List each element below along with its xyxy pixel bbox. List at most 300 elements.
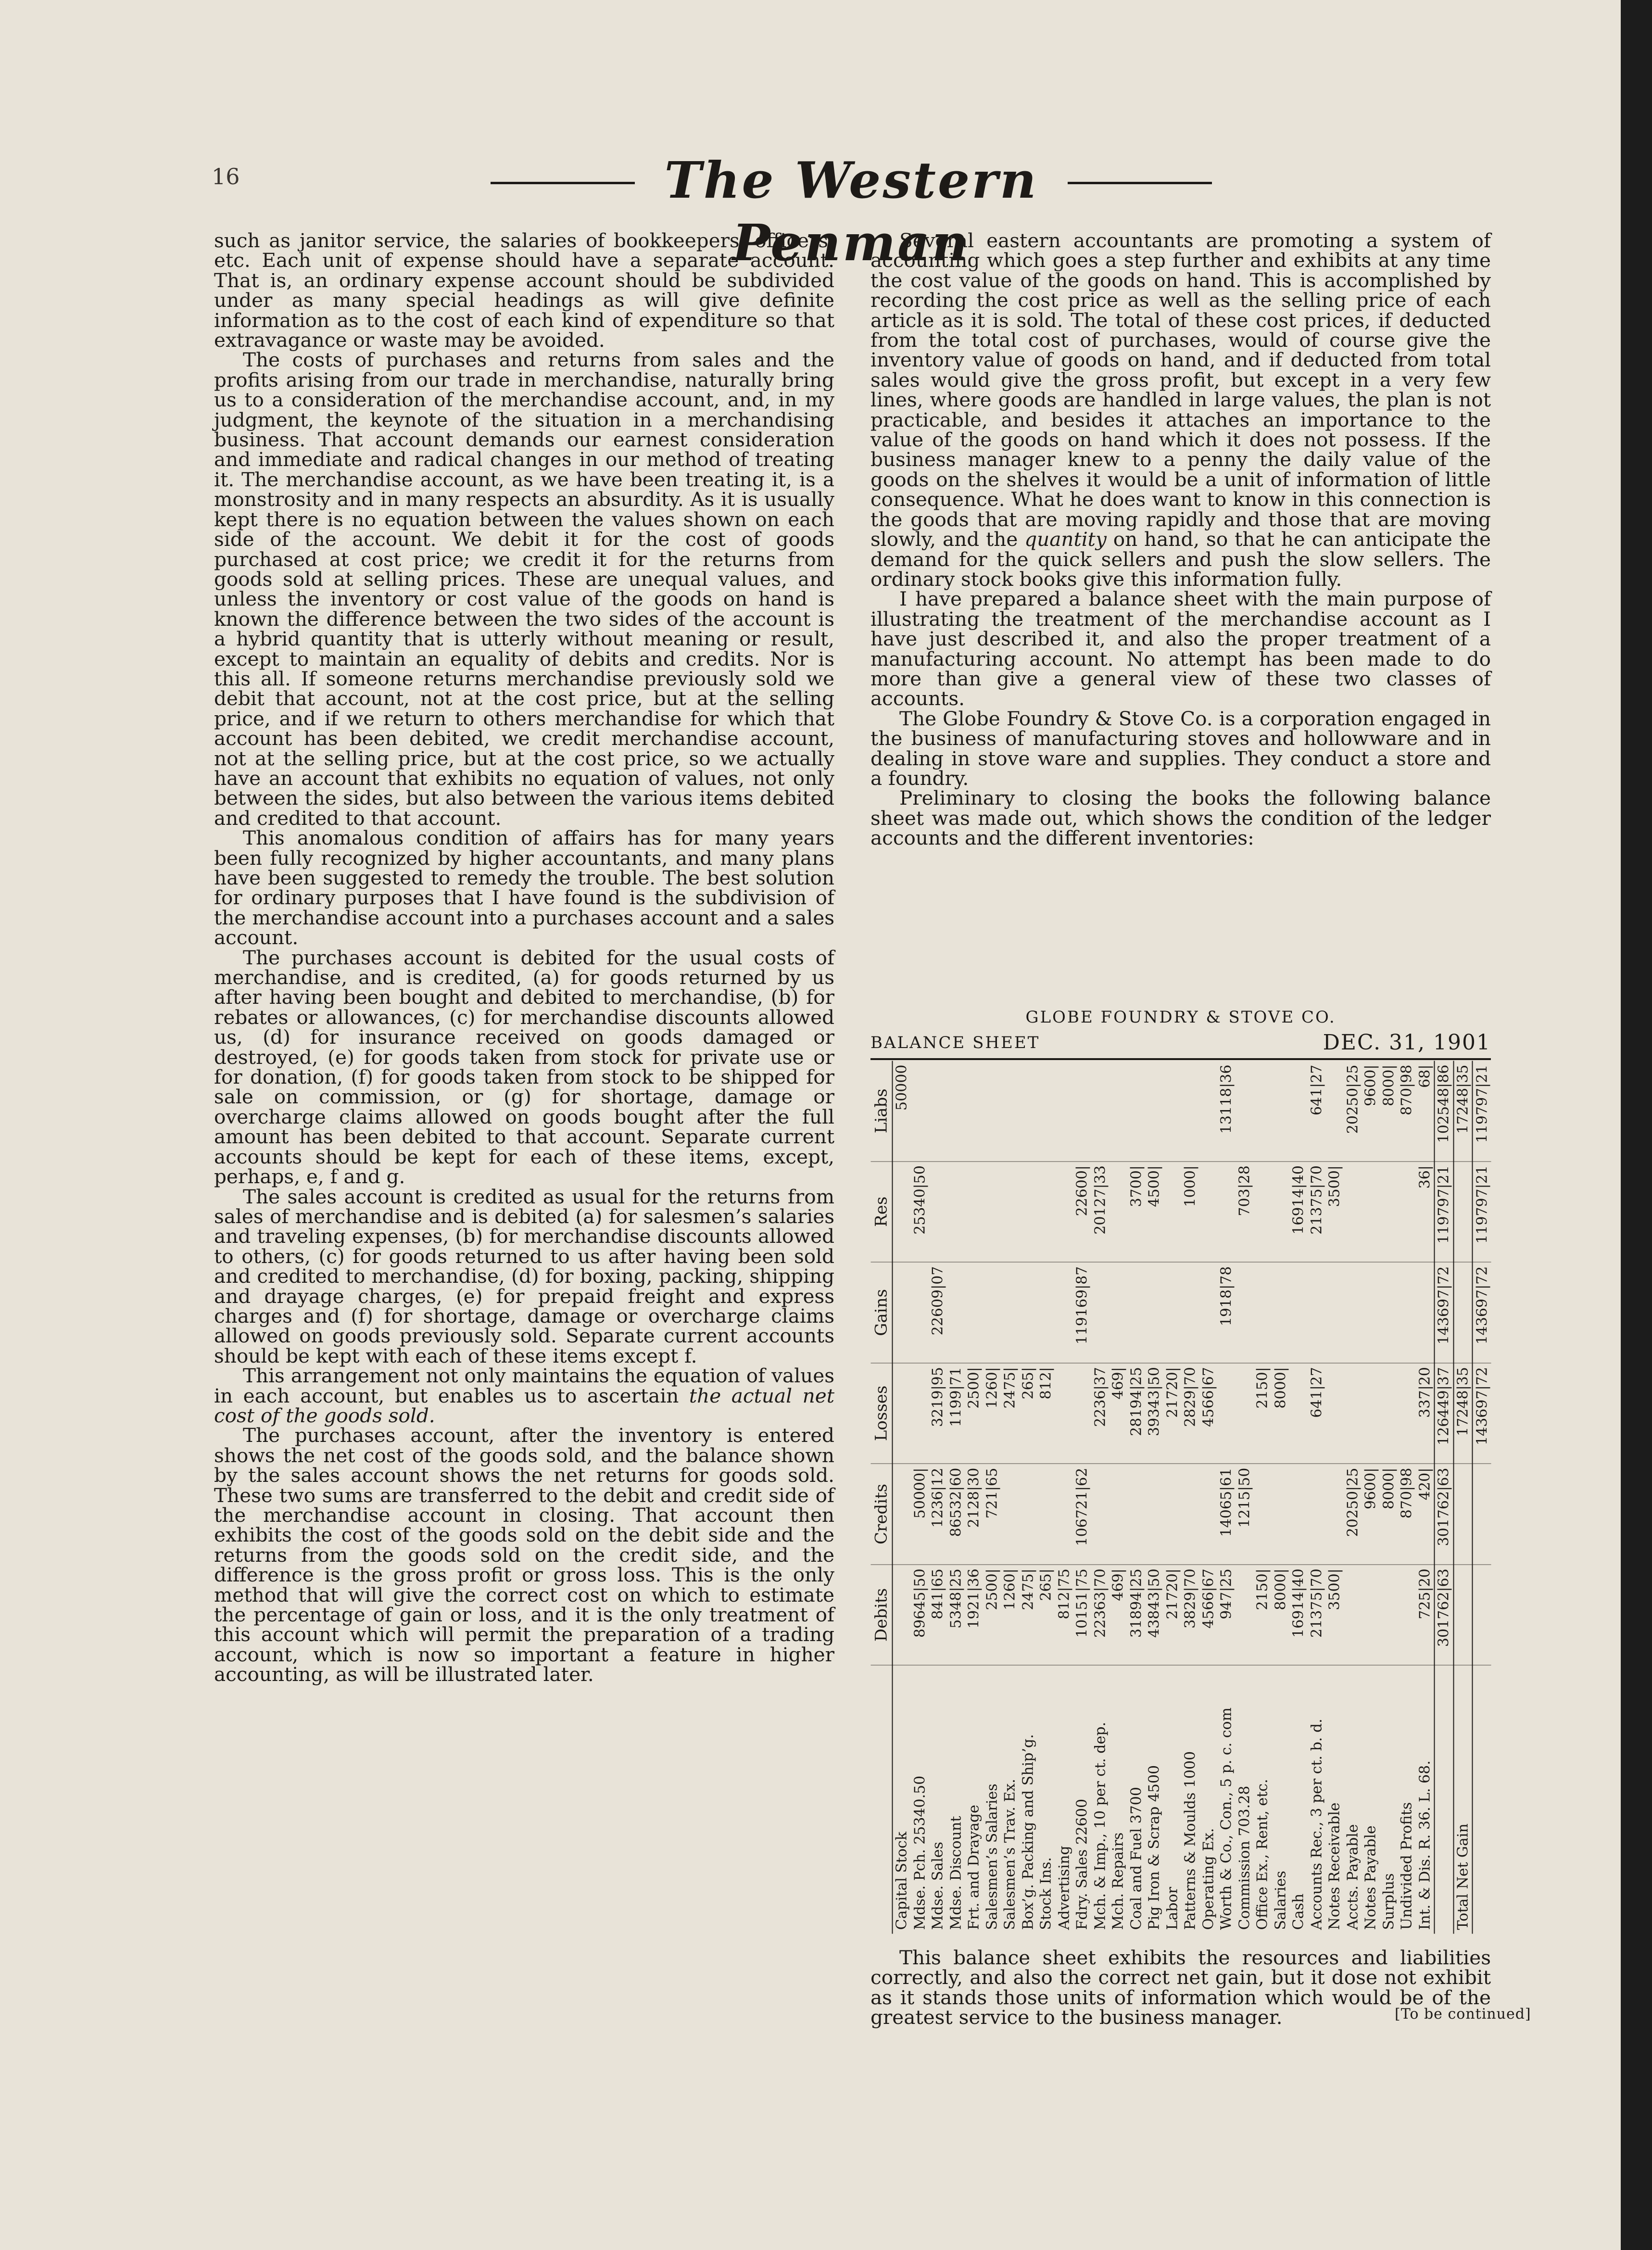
amount-cell: 725|20 <box>1416 1564 1435 1665</box>
table-row <box>1416 1061 1435 1934</box>
amount-cell: 469| <box>1109 1363 1127 1464</box>
amount-cell: 36| <box>1416 1161 1435 1262</box>
paragraph: such as janitor service, the salaries of bookkeepers, officers, etc. Each unit of expense should have a separate account. That is, an ordinary expense account should be subdivided under as many special headings as will give definite information as to the cost of each kind of expenditure so that extravagance or waste may be avoided. <box>214 229 834 352</box>
amount-cell: 50000 <box>892 1061 911 1161</box>
amount-cell <box>1163 1262 1182 1363</box>
account-name: Total Net Gain <box>1453 1665 1473 1934</box>
amount-cell: 16914|40 <box>1289 1564 1308 1665</box>
table-row <box>1199 1061 1218 1934</box>
table-row <box>1055 1061 1073 1934</box>
table-row <box>1127 1061 1146 1934</box>
amount-cell <box>1325 1061 1344 1161</box>
table-row <box>1325 1061 1344 1934</box>
amount-cell <box>1199 1464 1218 1565</box>
amount-cell <box>1037 1464 1055 1565</box>
account-name: Notes Receivable <box>1326 1802 1343 1930</box>
amount-cell: 2475| <box>1001 1363 1019 1464</box>
amount-cell <box>1055 1262 1073 1363</box>
amount-cell <box>1453 1464 1473 1565</box>
amount-cell <box>1019 1464 1037 1565</box>
amount-cell <box>1055 1061 1073 1161</box>
amount-cell: 2475| <box>1019 1564 1037 1665</box>
amount-cell <box>1380 1564 1398 1665</box>
amount-cell <box>892 1363 911 1464</box>
amount-cell <box>1236 1262 1254 1363</box>
table-row <box>947 1061 965 1934</box>
amount-cell <box>1217 1161 1236 1262</box>
amount-cell <box>1001 1161 1019 1262</box>
amount-cell: 641|27 <box>1308 1363 1326 1464</box>
amount-cell <box>1109 1061 1127 1161</box>
amount-cell <box>1055 1464 1073 1565</box>
paragraph: The purchases account is debited for the usual costs of merchandise, and is credited, (a) for goods returned by us after having been bought and debited to merchandise, (b) for rebates or allowances, (c) for merchandise discounts allowed us, (d) for insurance received on goods damaged or destroyed, (e) for goods taken from stock for private use or for donation, (f) for goods taken from stock to be shipped for sale on commission, or (g) for shortage, damage or overcharge claims allowed on goods bought after the full amount has been debited to that account. Separate current accounts should be kept for each of these items, except, perhaps, e, f and g. <box>214 946 834 1188</box>
amount-cell <box>1289 1061 1308 1161</box>
amount-cell: 20250|25 <box>1344 1061 1362 1161</box>
amount-cell: 17248|35 <box>1453 1363 1473 1464</box>
account-name: Salesmen’s Trav. Ex. <box>1001 1778 1019 1930</box>
amount-cell <box>1289 1262 1308 1363</box>
account-name: Fdry. Sales 22600 <box>1073 1798 1091 1930</box>
amount-cell <box>1091 1262 1110 1363</box>
amount-cell <box>1127 1262 1146 1363</box>
amount-cell <box>1181 1262 1199 1363</box>
amount-cell: 870|98 <box>1398 1464 1416 1565</box>
totals-row <box>1434 1061 1453 1934</box>
table-row <box>965 1061 983 1934</box>
table-header-row <box>870 1061 892 1934</box>
amount-cell <box>1362 1161 1380 1262</box>
amount-cell <box>1163 1061 1182 1161</box>
amount-cell: 3219|95 <box>929 1363 947 1464</box>
amount-cell: 1199|71 <box>947 1363 965 1464</box>
amount-cell <box>1019 1262 1037 1363</box>
amount-cell <box>1181 1464 1199 1565</box>
account-name: Salesmen’s Salaries <box>983 1783 1000 1930</box>
amount-cell <box>1163 1161 1182 1262</box>
amount-cell <box>1344 1363 1362 1464</box>
table-row <box>1253 1061 1272 1934</box>
paragraph: The costs of purchases and returns from sales and the profits arising from our trade in merchandise, naturally bring us to a consideration of the merchandise account, and, in my judgment, the keynote of the situation in a merchandising business. That account demands our earnest consideration and immediate and radical changes in our method of treating it. The merchandise account, as we have been treating it, is a monstrosity and in many respects an absurdity. As it is usually kept there is no equation between the values shown on each side of the account. We debit it for the cost of goods purchased at cost price; we credit it for the returns from goods sold at selling prices. These are unequal values, and unless the inventory or cost value of the goods on hand is known the difference between the two sides of the account is a hybrid quantity that is utterly without meaning or result, except to maintain an equality of debits and credits. Nor is this all. If someone returns merchandise previously sold we debit that account, not at the cost price, but at the selling price, and if we return to others merchandise for which that account has been debited, we credit merchandise account, not at the selling price, but at the cost price, so we actually have an account that exhibits no equation of values, not only between the sides, but also between the various items debited and credited to that account. <box>214 348 834 830</box>
amount-cell: 3829|70 <box>1181 1564 1199 1665</box>
table-row <box>1289 1061 1308 1934</box>
amount-cell <box>1325 1363 1344 1464</box>
account-name: Cash <box>1290 1893 1307 1930</box>
sheet-company: GLOBE FOUNDRY & STOVE CO. <box>1025 1008 1336 1027</box>
amount-cell: 143697|72 <box>1472 1363 1491 1464</box>
table-row <box>1037 1061 1055 1934</box>
amount-cell <box>911 1061 929 1161</box>
amount-cell <box>1073 1363 1091 1464</box>
amount-cell <box>1253 1262 1272 1363</box>
account-name: Accts. Payable <box>1344 1824 1361 1930</box>
amount-cell <box>1199 1161 1218 1262</box>
account-name: Undivided Profits <box>1398 1802 1415 1930</box>
column-header: Credits <box>870 1464 892 1565</box>
sheet-rule <box>870 1058 1491 1060</box>
amount-cell: 22600| <box>1073 1161 1091 1262</box>
amount-cell <box>1272 1464 1290 1565</box>
amount-cell: 1921|36 <box>965 1564 983 1665</box>
amount-cell: 20250|25 <box>1344 1464 1362 1565</box>
sheet-title: BALANCE SHEET <box>870 1033 1040 1052</box>
account-name <box>1434 1665 1453 1934</box>
paragraph: I have prepared a balance sheet with the main purpose of illustrating the treatment of the merchandise account as I have just described it, and also the proper treatment of a manufacturing account. No attempt has been made to do more than give a general view of these two classes of accounts. <box>870 587 1491 710</box>
amount-cell: 301762|63 <box>1434 1564 1453 1665</box>
amount-cell <box>1362 1262 1380 1363</box>
scan-edge <box>1621 0 1652 2250</box>
amount-cell: 25340|50 <box>911 1161 929 1262</box>
amount-cell <box>1055 1363 1073 1464</box>
amount-cell <box>1416 1262 1435 1363</box>
amount-cell: 13118|36 <box>1217 1061 1236 1161</box>
amount-cell <box>1308 1464 1326 1565</box>
amount-cell <box>965 1262 983 1363</box>
table-row <box>1019 1061 1037 1934</box>
amount-cell: 14065|61 <box>1217 1464 1236 1565</box>
emphasis-text: quantity <box>1024 528 1107 551</box>
table-row <box>1073 1061 1091 1934</box>
amount-cell: 86532|60 <box>947 1464 965 1565</box>
masthead-logo: The Western Penman <box>664 151 1038 272</box>
amount-cell: 143697|72 <box>1434 1262 1453 1363</box>
amount-cell: 8000| <box>1380 1464 1398 1565</box>
account-name: Accounts Rec., 3 per ct. b. d. <box>1308 1718 1325 1930</box>
amount-cell <box>929 1061 947 1161</box>
table-row <box>1344 1061 1362 1934</box>
amount-cell: 812| <box>1037 1363 1055 1464</box>
amount-cell <box>1236 1061 1254 1161</box>
amount-cell: 420| <box>1416 1464 1435 1565</box>
masthead-rule-right <box>1068 182 1212 184</box>
amount-cell: 641|27 <box>1308 1061 1326 1161</box>
amount-cell <box>1236 1564 1254 1665</box>
amount-cell: 21720| <box>1163 1564 1182 1665</box>
amount-cell <box>1001 1262 1019 1363</box>
amount-cell: 841|65 <box>929 1564 947 1665</box>
amount-cell: 4500| <box>1145 1161 1163 1262</box>
amount-cell <box>1037 1262 1055 1363</box>
amount-cell: 21375|70 <box>1308 1161 1326 1262</box>
paragraph: The purchases account, after the inventory is entered shows the net cost of the goods sold, and the balance shown by the sales account shows the net returns for goods sold. These two sums are transferred to the debit and credit side of the merchandise account in closing. That account then exhibits the cost of the goods sold on the debit side and the returns from the goods sold on the credit side, and the difference is the gross profit or gross loss. This is the only method that will give the correct cost on which to estimate the percentage of gain or loss, and it is the only treatment of this account which will permit the preparation of a trading account, which is now so important a feature in higher accounting, as will be illustrated later. <box>214 1424 834 1686</box>
net-gain-row <box>1453 1061 1473 1934</box>
amount-cell <box>1325 1464 1344 1565</box>
amount-cell <box>1055 1161 1073 1262</box>
amount-cell: 337|20 <box>1416 1363 1435 1464</box>
amount-cell <box>911 1262 929 1363</box>
account-name: Mch. Repairs <box>1110 1832 1127 1930</box>
amount-cell <box>947 1061 965 1161</box>
amount-cell <box>965 1061 983 1161</box>
amount-cell: 2150| <box>1253 1564 1272 1665</box>
amount-cell <box>1163 1464 1182 1565</box>
amount-cell: 119797|21 <box>1472 1061 1491 1161</box>
account-name: Coal and Fuel 3700 <box>1127 1786 1145 1930</box>
table-row <box>1145 1061 1163 1934</box>
amount-cell: 2128|30 <box>965 1464 983 1565</box>
amount-cell <box>1453 1262 1473 1363</box>
amount-cell <box>1019 1061 1037 1161</box>
amount-cell: 16914|40 <box>1289 1161 1308 1262</box>
amount-cell <box>1398 1161 1416 1262</box>
amount-cell: 9600| <box>1362 1464 1380 1565</box>
amount-cell <box>1398 1363 1416 1464</box>
amount-cell: 119169|87 <box>1073 1262 1091 1363</box>
amount-cell: 102548|86 <box>1434 1061 1453 1161</box>
amount-cell <box>1289 1464 1308 1565</box>
paragraph-text: This arrangement not only maintains the equation of values in each account, but enables us to ascertain <box>214 1364 834 1407</box>
paragraph: This anomalous condition of affairs has for many years been fully recognized by higher accountants, and many plans have been suggested to remedy the trouble. The best solution for ordinary purposes that I have found is the subdivision of the merchandise account into a purchases account and a sales account. <box>214 826 834 949</box>
column-header: Res <box>870 1161 892 1262</box>
amount-cell <box>1272 1262 1290 1363</box>
amount-cell <box>1344 1564 1362 1665</box>
amount-cell <box>947 1161 965 1262</box>
amount-cell: 2500| <box>965 1363 983 1464</box>
amount-cell: 265| <box>1019 1363 1037 1464</box>
table-row <box>1091 1061 1110 1934</box>
amount-cell <box>1253 1061 1272 1161</box>
amount-cell <box>1344 1161 1362 1262</box>
amount-cell: 17248|35 <box>1453 1061 1473 1161</box>
amount-cell <box>965 1161 983 1262</box>
amount-cell: 28194|25 <box>1127 1363 1146 1464</box>
amount-cell <box>947 1262 965 1363</box>
column-header-account <box>870 1665 892 1934</box>
table-row <box>1236 1061 1254 1934</box>
column-header: Debits <box>870 1564 892 1665</box>
account-name: Worth & Co., Con., 5 p. c. com <box>1218 1707 1235 1930</box>
amount-cell: 8000| <box>1380 1061 1398 1161</box>
account-name: Labor <box>1163 1886 1181 1930</box>
amount-cell <box>1199 1061 1218 1161</box>
amount-cell <box>1037 1161 1055 1262</box>
amount-cell: 2150| <box>1253 1363 1272 1464</box>
account-name: Stock Ins. <box>1037 1857 1055 1930</box>
amount-cell <box>1380 1262 1398 1363</box>
amount-cell <box>1398 1262 1416 1363</box>
page-number: 16 <box>212 164 240 190</box>
amount-cell <box>1453 1564 1473 1665</box>
paragraph: The sales account is credited as usual for the returns from sales of merchandise and is debited (a) for salesmen’s salaries and traveling expenses, (b) for merchandise discounts allowed to others, (c) for goods returned to us after having been sold and credited to merchandise, (d) for boxing, packing, shipping and drayage charges, (e) for prepaid freight and express charges and (f) for shortage, damage or overcharge claims allowed on goods previously sold. Separate current accounts should be kept with each of these items except f. <box>214 1185 834 1367</box>
amount-cell <box>1362 1564 1380 1665</box>
table-row <box>1163 1061 1182 1934</box>
amount-cell: 721|65 <box>983 1464 1001 1565</box>
amount-cell: 68| <box>1416 1061 1435 1161</box>
amount-cell <box>1091 1061 1110 1161</box>
amount-cell <box>1289 1363 1308 1464</box>
account-name: Mdse. Sales <box>929 1841 946 1930</box>
account-name: Mdse. Discount <box>947 1816 964 1930</box>
account-name: Box’g. Packing and Ship’g. <box>1019 1733 1036 1930</box>
amount-cell <box>929 1161 947 1262</box>
table-row <box>1272 1061 1290 1934</box>
amount-cell: 21375|70 <box>1308 1564 1326 1665</box>
continued-note: [To be continued] <box>1395 2006 1531 2022</box>
amount-cell <box>1253 1464 1272 1565</box>
account-name: Advertising <box>1055 1845 1072 1930</box>
amount-cell: 119797|21 <box>1472 1161 1491 1262</box>
amount-cell <box>1472 1564 1491 1665</box>
amount-cell: 301762|63 <box>1434 1464 1453 1565</box>
amount-cell: 3500| <box>1325 1161 1344 1262</box>
amount-cell <box>983 1161 1001 1262</box>
account-name: Surplus <box>1380 1873 1397 1930</box>
amount-cell <box>1272 1061 1290 1161</box>
table-row <box>1001 1061 1019 1934</box>
amount-cell <box>892 1262 911 1363</box>
amount-cell <box>1145 1262 1163 1363</box>
amount-cell: 2500| <box>983 1564 1001 1665</box>
amount-cell: 31894|25 <box>1127 1564 1146 1665</box>
balance-sheet-table <box>870 1061 1491 1934</box>
amount-cell: 812|75 <box>1055 1564 1073 1665</box>
amount-cell: 21720| <box>1163 1363 1182 1464</box>
amount-cell: 22363|70 <box>1091 1564 1110 1665</box>
amount-cell <box>1325 1262 1344 1363</box>
account-name: Int. & Dis. R. 36. L. 68. <box>1416 1760 1433 1930</box>
column-header: Gains <box>870 1262 892 1363</box>
amount-cell <box>1019 1161 1037 1262</box>
account-name: Capital Stock <box>893 1831 910 1930</box>
right-column <box>870 231 1491 848</box>
paragraph-text: Several eastern accountants are promoting a system of accounting which goes a step further and exhibits at any time the cost value of the goods on hand. This is accomplished by recording the cost price as well as the selling price of each article as it is sold. The total of these cost prices, if deducted from the total cost of purchases, would of course give the inventory value of goods on hand, and if deducted from total sales would give the gross profit, but except in a very few lines, where goods are handled in large values, the plan is not practicable, and besides it attaches an importance to the value of the goods on hand which it does not possess. If the business manager knew to a penny the daily value of the goods on the shelves it would be a unit of information of little consequence. What he does want to know in this connection is the goods that are moving rapidly and those that are moving slowly, and the <box>870 229 1491 551</box>
table-row <box>1398 1061 1416 1934</box>
emphasis-text: the actual net cost of the goods sold. <box>214 1384 835 1427</box>
amount-cell <box>1109 1464 1127 1565</box>
paragraph: The Globe Foundry & Stove Co. is a corporation engaged in the business of manufacturing stoves and hollowware and in dealing in stove ware and supplies. They conduct a store and a foundry. <box>870 707 1491 790</box>
paragraph <box>870 231 1491 589</box>
column-header: Liabs <box>870 1061 892 1161</box>
table-body <box>892 1061 1491 1934</box>
amount-cell: 703|28 <box>1236 1161 1254 1262</box>
table-row <box>1380 1061 1398 1934</box>
table-row <box>1308 1061 1326 1934</box>
amount-cell <box>1109 1262 1127 1363</box>
amount-cell <box>1109 1161 1127 1262</box>
amount-cell <box>1217 1363 1236 1464</box>
amount-cell: 2829|70 <box>1181 1363 1199 1464</box>
amount-cell: 22609|07 <box>929 1262 947 1363</box>
amount-cell <box>1145 1061 1163 1161</box>
amount-cell: 50000| <box>911 1464 929 1565</box>
amount-cell: 119797|21 <box>1434 1161 1453 1262</box>
account-name: Patterns & Moulds 1000 <box>1182 1751 1199 1930</box>
amount-cell: 2236|37 <box>1091 1363 1110 1464</box>
amount-cell <box>1453 1161 1473 1262</box>
amount-cell: 5348|25 <box>947 1564 965 1665</box>
amount-cell <box>1380 1161 1398 1262</box>
amount-cell <box>983 1262 1001 1363</box>
amount-cell: 1918|78 <box>1217 1262 1236 1363</box>
amount-cell: 3700| <box>1127 1161 1146 1262</box>
amount-cell: 870|98 <box>1398 1061 1416 1161</box>
table-row <box>1217 1061 1236 1934</box>
amount-cell: 469| <box>1109 1564 1127 1665</box>
amount-cell <box>1380 1363 1398 1464</box>
paragraph <box>214 1366 834 1426</box>
column-header: Losses <box>870 1363 892 1464</box>
amount-cell: 4566|67 <box>1199 1564 1218 1665</box>
amount-cell <box>1236 1363 1254 1464</box>
amount-cell <box>892 1161 911 1262</box>
amount-cell: 39343|50 <box>1145 1363 1163 1464</box>
account-name: Notes Payable <box>1362 1825 1379 1930</box>
amount-cell: 43843|50 <box>1145 1564 1163 1665</box>
account-name: Mdse. Pch. 25340.50 <box>911 1775 928 1930</box>
amount-cell: 126449|37 <box>1434 1363 1453 1464</box>
amount-cell <box>911 1363 929 1464</box>
account-name: Operating Ex. <box>1199 1828 1217 1930</box>
account-name: Office Ex., Rent, etc. <box>1254 1779 1271 1930</box>
table-row <box>1109 1061 1127 1934</box>
amount-cell: 1260| <box>1001 1564 1019 1665</box>
amount-cell <box>1037 1061 1055 1161</box>
amount-cell: 143697|72 <box>1472 1262 1491 1363</box>
amount-cell: 1236|12 <box>929 1464 947 1565</box>
grand-total-row <box>1472 1061 1491 1934</box>
amount-cell: 9600| <box>1362 1061 1380 1161</box>
amount-cell <box>892 1564 911 1665</box>
amount-cell: 89645|50 <box>911 1564 929 1665</box>
amount-cell <box>1398 1564 1416 1665</box>
paragraph: Preliminary to closing the books the following balance sheet was made out, which shows the condition of the ledger accounts and the different inventories: <box>870 786 1491 850</box>
table-row <box>911 1061 929 1934</box>
amount-cell <box>983 1061 1001 1161</box>
amount-cell: 8000| <box>1272 1363 1290 1464</box>
amount-cell <box>1091 1464 1110 1565</box>
amount-cell <box>1145 1464 1163 1565</box>
account-name: Salaries <box>1272 1870 1289 1930</box>
amount-cell <box>1472 1464 1491 1565</box>
sheet-date: DEC. 31, 1901 <box>1323 1030 1491 1055</box>
left-column <box>214 231 834 1685</box>
account-name: Frt. and Drayage <box>965 1804 983 1930</box>
amount-cell <box>1127 1061 1146 1161</box>
account-name <box>1472 1665 1491 1934</box>
amount-cell <box>1181 1061 1199 1161</box>
amount-cell: 265| <box>1037 1564 1055 1665</box>
account-name: Mch. & Imp., 10 per ct. dep. <box>1091 1721 1109 1930</box>
amount-cell: 10151|75 <box>1073 1564 1091 1665</box>
paragraph: This balance sheet exhibits the resources and liabilities correctly, and also the correct net gain, but it dose not exhibit as it stands those units of information which would be of the greatest service to the business manager. <box>870 1946 1491 2029</box>
amount-cell: 1000| <box>1181 1161 1199 1262</box>
account-name: Commission 703.28 <box>1236 1785 1253 1930</box>
amount-cell <box>1362 1363 1380 1464</box>
table-row <box>1181 1061 1199 1934</box>
table-row <box>1362 1061 1380 1934</box>
amount-cell <box>1253 1161 1272 1262</box>
amount-cell: 1260| <box>983 1363 1001 1464</box>
amount-cell: 20127|33 <box>1091 1161 1110 1262</box>
amount-cell: 4566|67 <box>1199 1363 1218 1464</box>
masthead-rule-left <box>491 182 635 184</box>
amount-cell <box>1199 1262 1218 1363</box>
amount-cell: 1215|50 <box>1236 1464 1254 1565</box>
amount-cell: 106721|62 <box>1073 1464 1091 1565</box>
masthead <box>491 144 1212 272</box>
amount-cell <box>892 1464 911 1565</box>
paragraph-text: on hand, so that he can anticipate the demand for the quick sellers and push the slow sellers. The ordinary stock books give this information fully. <box>870 528 1491 591</box>
account-name: Pig Iron & Scrap 4500 <box>1146 1765 1163 1930</box>
table-row <box>983 1061 1001 1934</box>
amount-cell: 3500| <box>1325 1564 1344 1665</box>
amount-cell <box>1127 1464 1146 1565</box>
sheet-header-row <box>870 1030 1491 1055</box>
amount-cell <box>1308 1262 1326 1363</box>
amount-cell <box>1001 1464 1019 1565</box>
table-row <box>892 1061 911 1934</box>
amount-cell <box>1001 1061 1019 1161</box>
amount-cell: 8000| <box>1272 1564 1290 1665</box>
